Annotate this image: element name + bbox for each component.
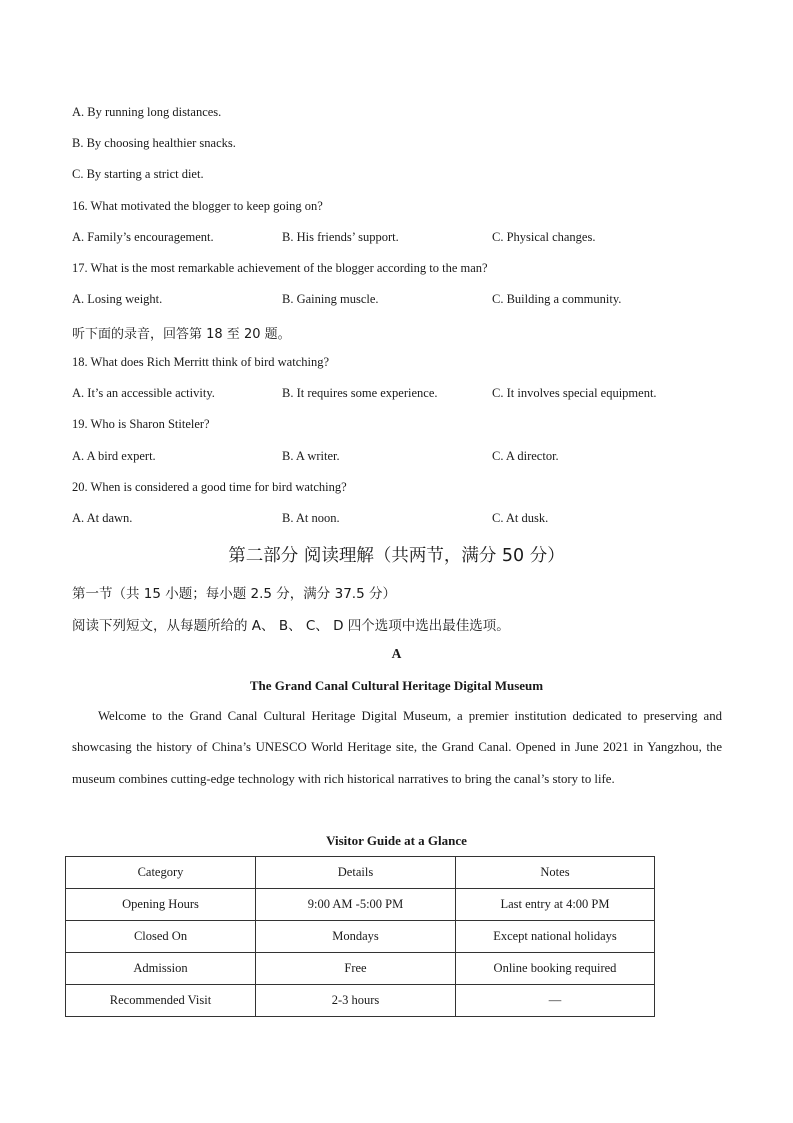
part-two-title: 第二部分 阅读理解（共两节，满分 50 分） [228, 546, 565, 566]
section-one-heading: 第一节（共 15 小题；每小题 2.5 分，满分 37.5 分） [72, 586, 396, 602]
q17-option-a: A. Losing weight. [72, 292, 163, 306]
table-row [66, 921, 655, 953]
q20-option-a: A. At dawn. [72, 511, 133, 525]
table-header-cell: Category [66, 857, 256, 889]
q19-option-b: B. A writer. [282, 449, 340, 463]
table-cell: Closed On [66, 921, 256, 953]
table-header-cell: Details [256, 857, 456, 889]
table-cell: Online booking required [456, 953, 655, 985]
table-cell: Mondays [256, 921, 456, 953]
q20-question: 20. When is considered a good time for bird watching? [72, 480, 347, 494]
q16-option-a: A. Family’s encouragement. [72, 230, 214, 244]
q18-option-b: B. It requires some experience. [282, 386, 438, 400]
table-cell: Except national holidays [456, 921, 655, 953]
table-row [66, 985, 655, 1017]
q15-option-c: C. By starting a strict diet. [72, 167, 204, 181]
table-cell: Recommended Visit [66, 985, 256, 1017]
q17-option-c: C. Building a community. [492, 292, 622, 306]
table-cell: 2-3 hours [256, 985, 456, 1017]
table-cell: Opening Hours [66, 889, 256, 921]
table-cell: — [456, 985, 655, 1017]
table-cell: Admission [66, 953, 256, 985]
q18-question: 18. What does Rich Merritt think of bird watching? [72, 355, 330, 369]
q18-option-a: A. It’s an accessible activity. [72, 386, 215, 400]
q16-question: 16. What motivated the blogger to keep going on? [72, 199, 323, 213]
q20-option-c: C. At dusk. [492, 511, 549, 525]
q16-option-b: B. His friends’ support. [282, 230, 399, 244]
table-cell: Free [256, 953, 456, 985]
q18-option-c: C. It involves special equipment. [492, 386, 657, 400]
table-row [66, 889, 655, 921]
passage-label: A [391, 646, 402, 661]
passage-paragraph: Welcome to the Grand Canal Cultural Heritage Digital Museum, a premier institution dedicated to preserving and showcasing the history of China’s UNESCO World Heritage site, the Grand Canal. Opened in June 2021 in Yangzhou, the museum combines cutting-edge technology with rich historical narratives to bring the canal’s story to life. [72, 709, 722, 786]
table-header-row [66, 857, 655, 889]
visitor-guide-table [65, 856, 655, 1017]
q17-option-b: B. Gaining muscle. [282, 292, 379, 306]
q15-option-a: A. By running long distances. [72, 105, 222, 119]
q20-option-b: B. At noon. [282, 511, 340, 525]
instruction-18-20: 听下面的录音，回答第 18 至 20 题。 [72, 327, 291, 342]
reading-instruction: 阅读下列短文，从每题所给的 A、 B、 C、 D 四个选项中选出最佳选项。 [72, 618, 510, 634]
table-cell: 9:00 AM -5:00 PM [256, 889, 456, 921]
table-title: Visitor Guide at a Glance [326, 833, 467, 848]
table-row [66, 953, 655, 985]
table-cell: Last entry at 4:00 PM [456, 889, 655, 921]
table-header-cell: Notes [456, 857, 655, 889]
q19-option-a: A. A bird expert. [72, 449, 156, 463]
q17-question: 17. What is the most remarkable achievement of the blogger according to the man? [72, 261, 488, 275]
q19-option-c: C. A director. [492, 449, 559, 463]
passage-title: The Grand Canal Cultural Heritage Digital Museum [249, 678, 544, 693]
q19-question: 19. Who is Sharon Stiteler? [72, 417, 210, 431]
q15-option-b: B. By choosing healthier snacks. [72, 136, 236, 150]
q16-option-c: C. Physical changes. [492, 230, 596, 244]
